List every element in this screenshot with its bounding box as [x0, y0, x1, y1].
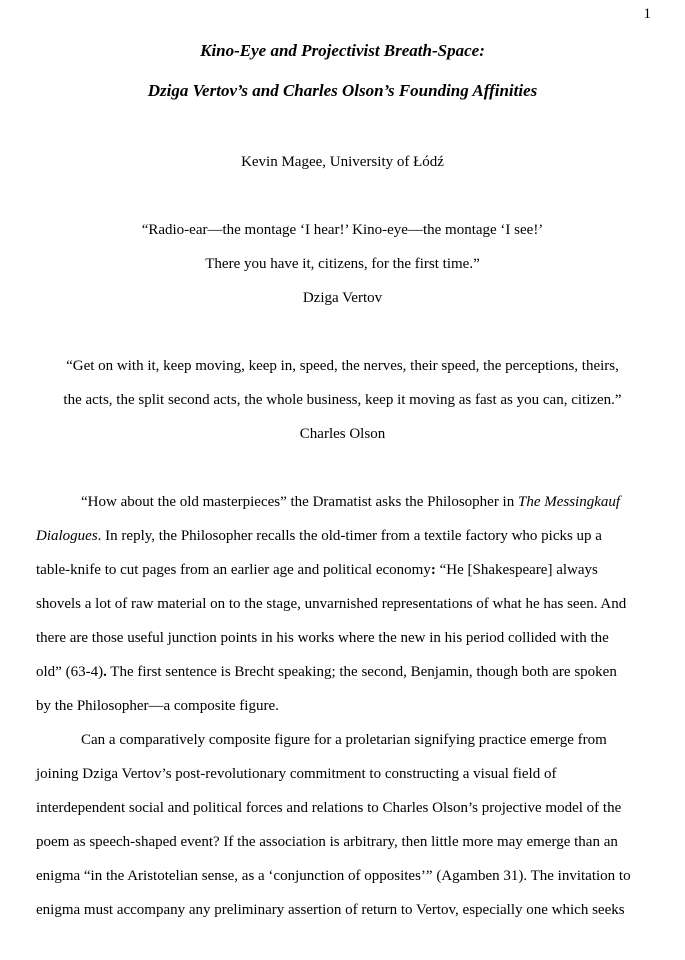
epigraph-2-line-2: the acts, the split second acts, the whole business, keep it moving as fast as you can, citizen.” [63, 392, 622, 408]
bold-colon: : [430, 562, 436, 578]
paragraph-1-text: “How about the old masterpieces” the Dramatist asks the Philosopher in [81, 494, 518, 510]
book-title: The Messingkauf [517, 494, 621, 510]
page-number: 1 [643, 6, 651, 22]
paragraph-2-line-4: poem as speech-shaped event? If the association is arbitrary, then little more may emerge than an [36, 834, 618, 850]
paragraph-1-text: “He [Shakespeare] always [435, 562, 598, 578]
paragraph-2-line-1: Can a comparatively composite figure for a proletarian signifying practice emerge from [81, 732, 607, 748]
paragraph-1-line-5: there are those useful junction points in his works where the new in his period collided with the [36, 630, 609, 646]
epigraph-1-attribution: Dziga Vertov [302, 290, 383, 306]
book-title-cont: Dialogues [36, 528, 98, 544]
paragraph-1-line-6 [36, 664, 651, 681]
paragraph-1-text: . In reply, the Philosopher recalls the old-timer from a textile factory who picks up a [97, 528, 602, 544]
paragraph-1-line-4: shovels a lot of raw material on to the stage, unvarnished representations of what he has seen. And [36, 596, 627, 612]
epigraph-1-line-1: “Radio-ear—the montage ‘I hear!’ Kino-eye—the montage ‘I see!’ [141, 222, 544, 238]
title-line-2: Dziga Vertov’s and Charles Olson’s Founding Affinities [147, 81, 538, 100]
epigraph-2-line-1: “Get on with it, keep moving, keep in, speed, the nerves, their speed, the perceptions, theirs, [66, 358, 619, 374]
paragraph-1-line-7: by the Philosopher—a composite figure. [36, 698, 279, 714]
paragraph-1-line-3 [36, 562, 651, 579]
paragraph-1-line-1 [36, 494, 685, 511]
paragraph-2-line-5: enigma “in the Aristotelian sense, as a ‘conjunction of opposites’” (Agamben 31). The invitation to [36, 868, 631, 884]
author-affiliation: Kevin Magee, University of Łódź [241, 154, 444, 170]
paragraph-2-line-6: enigma must accompany any preliminary assertion of return to Vertov, especially one which seeks [36, 902, 625, 918]
epigraph-2-attribution: Charles Olson [299, 426, 386, 442]
paragraph-1-line-2 [36, 528, 651, 545]
bold-period: . [103, 664, 107, 680]
paragraph-2-line-3: interdependent social and political forces and relations to Charles Olson’s projective model of the [36, 800, 622, 816]
epigraph-1-line-2: There you have it, citizens, for the first time.” [205, 256, 480, 272]
paragraph-1-text: old” (63-4) [36, 664, 104, 680]
title-line-1: Kino-Eye and Projectivist Breath-Space: [200, 41, 485, 60]
paragraph-2-line-2: joining Dziga Vertov’s post-revolutionary commitment to constructing a visual field of [36, 766, 557, 782]
paragraph-1-text: The first sentence is Brecht speaking; the second, Benjamin, though both are spoken [106, 664, 617, 680]
paragraph-1-text: table-knife to cut pages from an earlier age and political economy [36, 562, 431, 578]
